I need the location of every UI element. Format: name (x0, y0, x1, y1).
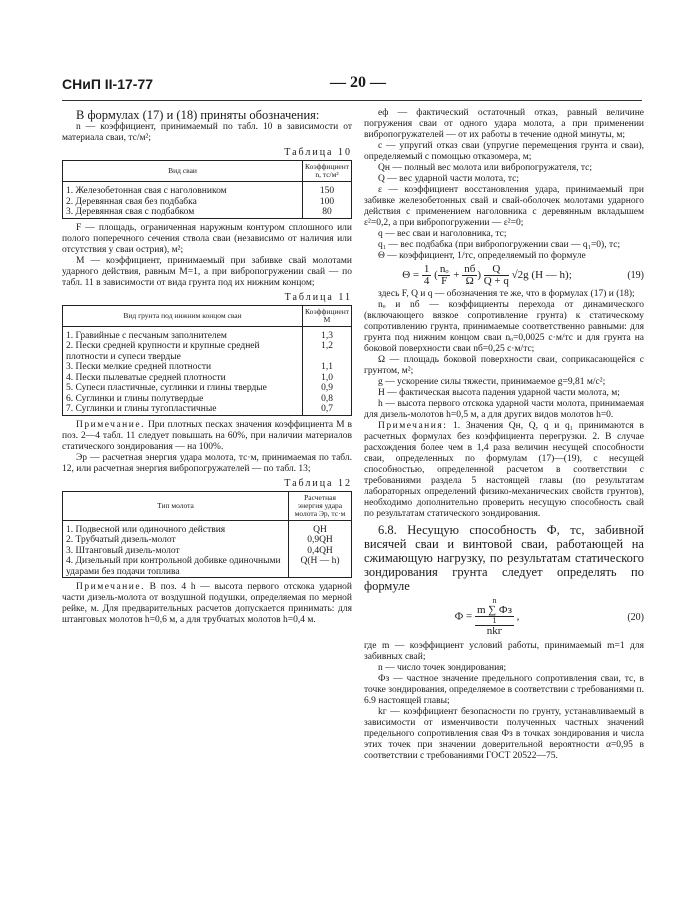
def-F: F — площадь, ограниченная наружным контуром сплошного или полого поперечного сечения ствола сваи (независимо от наличия или отсутствия у сваи острия), м²; (62, 222, 352, 255)
table-row: 6. Суглинки и глины полутвердые 0,8 (63, 394, 352, 405)
equation-number-20: (20) (627, 611, 644, 623)
table-row: 1. Подвесной или одиночного действия QH (63, 520, 352, 535)
running-header (62, 76, 640, 98)
def-Ep: Эр — расчетная энергия удара молота, тс·м, принимаемая по табл. 12, или расчетная энергия вибропогружателей — по табл. 13; (62, 452, 352, 474)
table12-head-type: Тип молота (63, 491, 289, 520)
table-row: 4. Дизельный при контрольной добивке одиночными ударами без подачи топлива Q(H — h) (63, 556, 352, 578)
def-eps: ε — коэффициент восстановления удара, принимаемый при забивке железобетонных свай и свай-оболочек молотами ударного действия с применением наголовника с деревянным вкладышем ε²=0,2, а при вибропогружении — ε²=0; (364, 185, 644, 228)
table10-head-coef: Коэффициент n, тс/м² (303, 161, 352, 182)
table-row: 4. Пески пылеватые средней плотности 1,0 (63, 373, 352, 384)
def-H: H — фактическая высота падения ударной части молота, м; (378, 388, 620, 398)
equation-number-19: (19) (627, 270, 644, 281)
table-row: 2. Деревянная свая без подбабка 100 (63, 197, 352, 208)
def-ef: eф — фактический остаточный отказ, равный величине погружения сваи от одного удара молота, а при применении вибропогружателей — от их работы в течение одной минуты, м; (364, 108, 644, 140)
where-note: здесь F, Q и q — обозначения те же, что в формулах (17) и (18); (378, 289, 635, 299)
page-number: — 20 — (330, 74, 386, 91)
formula-20: Ф = n m ∑ Фз 1 nkг , (20) (454, 596, 644, 637)
table10-head-type: Вид сваи (63, 161, 303, 182)
table11-note: Примечание. При плотных песках значения коэффициента М в поз. 2—4 табл. 11 следует повышать на 60%, при наличии материалов статического зондирования — на 100%. (62, 419, 352, 452)
table12 (62, 491, 352, 579)
table-row: 3. Деревянная свая с подбабком 80 (63, 207, 352, 218)
def-n: n — коэффициент, принимаемый по табл. 10 в зависимости от материала сваи, тс/м²; (62, 122, 352, 143)
header-rule (62, 100, 642, 101)
table-row: 3. Штанговый дизель-молот 0,4QH (63, 546, 352, 557)
table10 (62, 160, 352, 219)
table12-caption: Таблица 12 (284, 477, 352, 489)
table11-caption: Таблица 11 (284, 291, 352, 303)
table-row: 1. Железобетонная свая с наголовником 150 (63, 182, 352, 197)
def-omega: Ω — площадь боковой поверхности сваи, соприкасающейся с грунтом, м²; (364, 355, 644, 376)
table12-note: Примечание. В поз. 4 h — высота первого отскока ударной части дизель-молота от воздушной подушки, определяемая по мерной рейке, м. Для предварительных расчетов допускается принимать: для штанговых молотов h=0,6 м, а для трубчатых молотов h=0,4 м. (62, 582, 352, 625)
def-Qn: Qн — полный вес молота или вибропогружателя, тс; (378, 163, 592, 173)
def-q1: q₁ — вес подбабка (при вибропогружении сваи — q₁=0), тс; (378, 240, 621, 250)
notes-paragraph: Примечания: 1. Значения Qн, Q, q и q₁ принимаются в расчетных формулах без коэффициента перегрузки. 2. В случае расхождения более чем в 1,4 раза величин несущей способности сваи, определенных по формулам (17)—(19), с несущей способностью, определенной расчетом в соответствии с требованиями раздела 5 настоящей главы (по результатам лабораторных определений физико-механических свойств грунтов), необходимо дополнительно проверить несущую способность свай по результатам статического зондирования. (364, 421, 644, 519)
table-row: 2. Пески средней крупности и крупные средней плотности и супеси твердые 1,2 (63, 341, 352, 362)
table10-caption: Таблица 10 (284, 147, 352, 158)
intro-paragraph: В формулах (17) и (18) приняты обозначения: (76, 108, 320, 122)
def-n0: nₒ и nб — коэффициенты перехода от динамического (включающего вязкое сопротивление грунта) к статическому сопротивлению грунта, принимаемые соответственно равными: для грунта под нижним концом сваи nₒ=0,0025 с·м/тс и для грунта на боковой поверхности сваи nб=0,25 с·м/тс; (364, 300, 644, 354)
formula-19: Θ = $\frac{1}{4}$ ( $\frac{\text{nₒ}}{F}$ + $\frac{nб}{\Omega}$ ) $\frac{Q}{Q + q}$ √2g (H — h); (19) (402, 263, 644, 287)
def-Phi: Фз — частное значение предельного сопротивления сваи, тс, в точке зондирования, определяемое в соответствии с требованиями п. 6.9 настоящей главы; (364, 674, 644, 706)
def-m: где m — коэффициент условий работы, принимаемый m=1 для забивных свай; (364, 641, 644, 662)
table-row: 7. Суглинки и глины тугопластичные 0,7 (63, 404, 352, 415)
table11-head-coef: Коэффициент М (303, 305, 352, 326)
def-M: М — коэффициент, принимаемый при забивке свай молотами ударного действия, равным М=1, а при вибропогружении свай — по табл. 11 в зависимости от вида грунта под их нижним концом; (62, 255, 352, 288)
table-row: 5. Супеси пластичные, суглинки и глины твердые 0,9 (63, 383, 352, 394)
def-Q: Q — вес ударной части молота, тс; (378, 174, 520, 184)
table-row: 3. Пески мелкие средней плотности 1,1 (63, 362, 352, 373)
def-g: g — ускорение силы тяжести, принимаемое g=9,81 м/с²; (378, 377, 606, 387)
document-code: СНиП II-17-77 (62, 76, 154, 92)
right-column (364, 108, 644, 762)
def-q: q — вес сваи и наголовника, тс; (378, 229, 507, 239)
def-c: c — упругий отказ сваи (упругие перемещения грунта и сваи), определяемый с помощью отказомера, м; (364, 141, 644, 162)
table-row: 1. Гравийные с песчаным заполнителем 1,3 (63, 326, 352, 341)
table11-head-type: Вид грунта под нижним концом сваи (63, 305, 303, 326)
def-k: kг — коэффициент безопасности по грунту, устанавливаемый в зависимости от изменчивости полученных частных значений предельного сопротивления свая Фз в точках зондирования и числа этих точек при значении доверительной вероятности α=0,95 в соответствии с требованиями ГОСТ 20522—75. (364, 707, 644, 761)
def-theta: Θ — коэффициент, 1/тс, определяемый по формуле (378, 251, 586, 261)
table11 (62, 305, 352, 416)
clause-6-8: 6.8. Несущую способность Ф, тс, забивной висячей сваи и винтовой сваи, работающей на сжимающую нагрузку, по результатам статического зондирования грунта следует определять по формуле (364, 523, 644, 593)
left-column (62, 108, 352, 626)
table-row: 2. Трубчатый дизель-молот 0,9QH (63, 535, 352, 546)
table12-head-coef: Расчетная энергия удара молота Эр, тс·м (289, 491, 352, 520)
def-n-points: n — число точек зондирования; (378, 663, 507, 673)
def-h: h — высота первого отскока ударной части молота, принимаемая для дизель-молотов h=0,5 м, а для других видов молотов h=0. (364, 399, 644, 420)
